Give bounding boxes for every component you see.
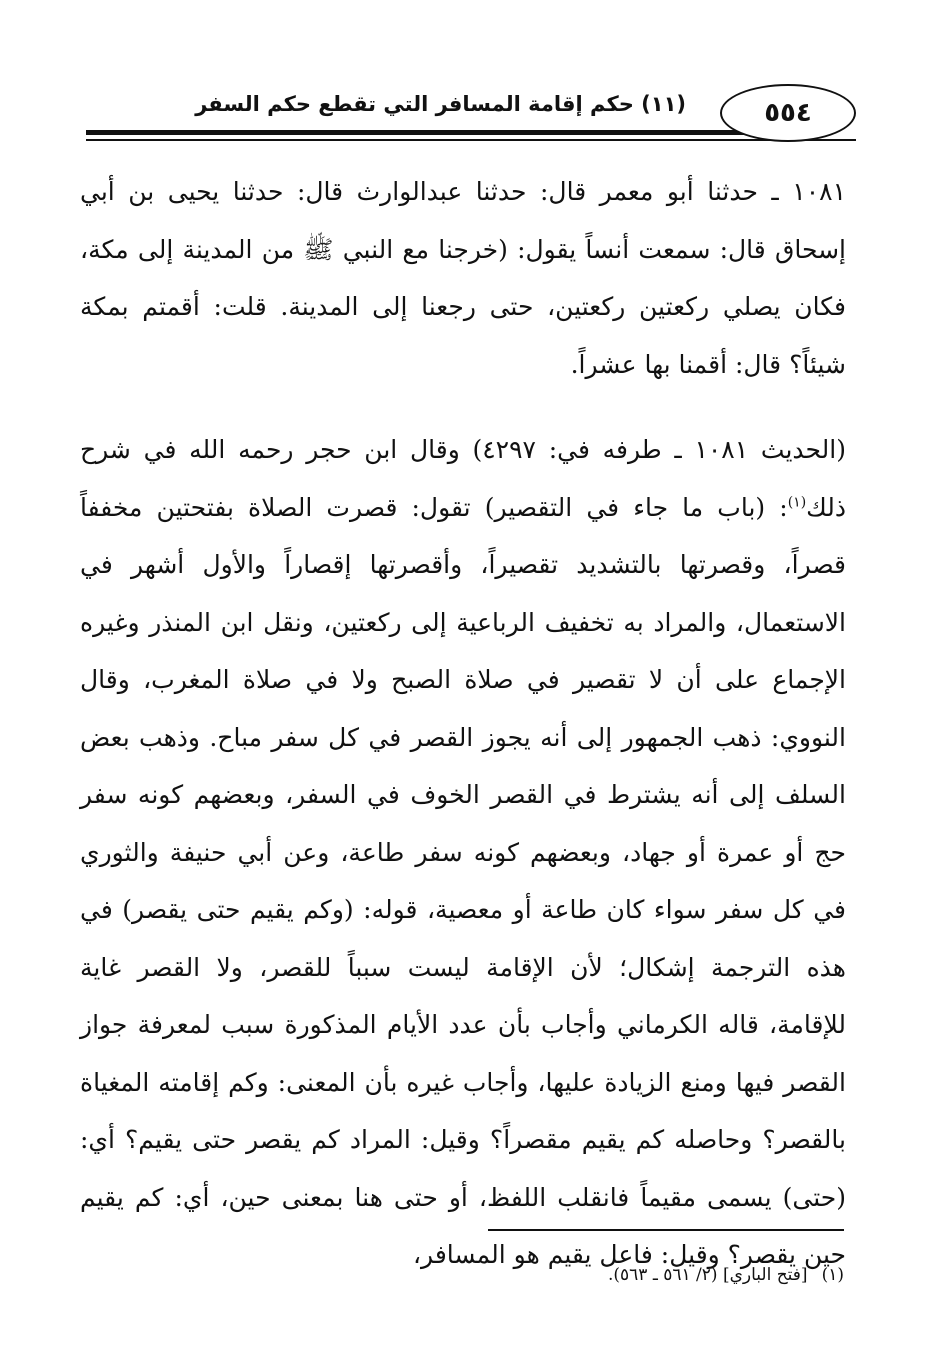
header-rule-thin xyxy=(86,139,856,141)
chapter-title: (١١) حكم إقامة المسافر التي تقطع حكم السفر xyxy=(195,92,686,116)
main-text xyxy=(80,163,846,1284)
footnote-marker: (١) xyxy=(821,1265,844,1285)
footnote-text: [فتح الباري] (٢/ ٥٦١ ـ ٥٦٣). xyxy=(607,1265,808,1285)
footnote-reference[interactable]: (١) xyxy=(787,494,807,511)
commentary-paragraph xyxy=(80,421,846,1284)
footnote-separator xyxy=(488,1229,844,1231)
commentary-text-start: (الحديث ١٠٨١ ـ طرفه في: ٤٢٩٧) وقال ابن حجر رحمه الله في شرح ذلك xyxy=(80,435,846,522)
header-rule-thick xyxy=(86,130,776,135)
commentary-text-rest: : (باب ما جاء في التقصير) تقول: قصرت الصلاة بفتحتين مخففاً قصراً، وقصرتها بالتشديد تقصيراً، وأقصرتها إقصاراً والأول أشهر في الاستعمال، والمراد به تخفيف الرباعية إلى ركعتين، ونقل ابن المنذر وغيره الإجماع على أن لا تقصير في صلاة الصبح ولا في صلاة المغرب، وقال النووي: ذهب الجمهور إلى أنه يجوز القصر في كل سفر مباح. وذهب بعض السلف إلى أنه يشترط في القصر الخوف في السفر، وبعضهم كونه سفر حج أو عمرة أو جهاد، وبعضهم كونه سفر طاعة، وعن أبي حنيفة والثوري في كل سفر سواء كان طاعة أو معصية، قوله: (وكم يقيم حتى يقصر) في هذه الترجمة إشكال؛ لأن الإقامة ليست سبباً للقصر، ولا القصر غاية للإقامة، قاله الكرماني وأجاب بأن عدد الأيام المذكورة سبب لمعرفة جواز القصر فيها ومنع الزيادة عليها، وأجاب غيره بأن المعنى: وكم إقامته المغياة بالقصر؟ وحاصله كم يقيم مقصراً؟ وقيل: المراد كم يقصر حتى يقيم؟ أي: (حتى) يسمى مقيماً فانقلب اللفظ، أو حتى هنا بمعنى حين، أي: كم يقيم حين يقصر؟ وقيل: فاعل يقيم هو المسافر، xyxy=(80,492,846,1269)
page-header xyxy=(86,80,856,148)
page-number-frame xyxy=(720,84,856,142)
hadith-paragraph: ١٠٨١ ـ حدثنا أبو معمر قال: حدثنا عبدالوارث قال: حدثنا يحيى بن أبي إسحاق قال: سمعت أنساً يقول: (خرجنا مع النبي ﷺ من المدينة إلى مكة، فكان يصلي ركعتين ركعتين، حتى رجعنا إلى المدينة. قلت: أقمتم بمكة شيئاً؟ قال: أقمنا بها عشراً. xyxy=(80,177,846,379)
page-number: ٥٥٤ xyxy=(764,98,812,128)
footnote xyxy=(144,1262,844,1288)
